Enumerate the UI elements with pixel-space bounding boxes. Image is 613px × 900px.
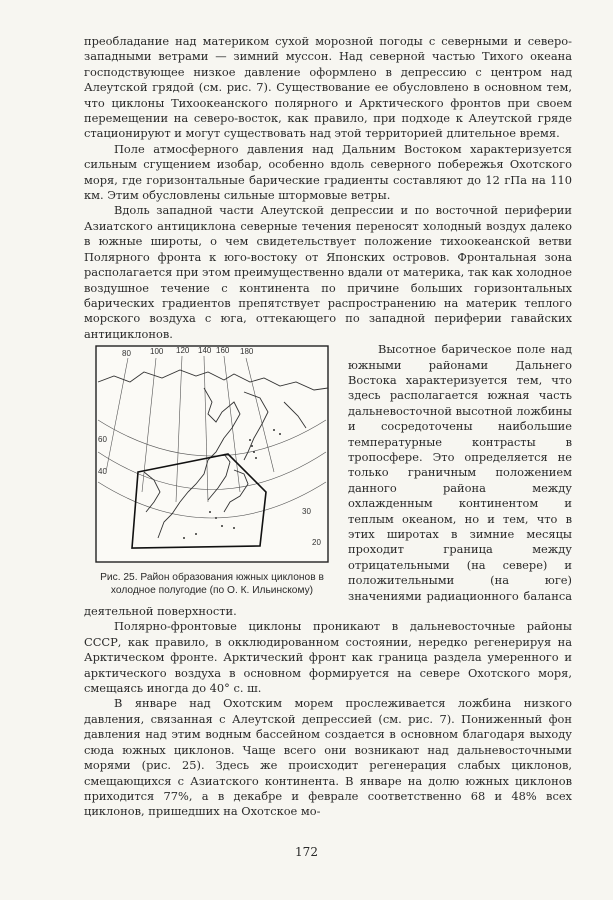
page-body [84, 34, 572, 820]
lat-label-30: 30 [302, 507, 311, 517]
lon-label-140: 140 [198, 346, 212, 356]
cyclone-region-map [84, 342, 340, 567]
lon-label-80: 80 [122, 349, 131, 359]
paragraph-4: Высотное барическое поле над южными районами Дальнего Востока характеризуется тем, что здесь располагается южная часть дальневосточной высотной ложбины и сосредоточены наибольшие температурные контрасты в тропосфере. Это определяется не только граничным положением данного района между охлажденным континентом и теплым океаном, но и тем, что в этих широтах в зимние месяцы проходит граница между отрицательными (на севере) и положительными (на юге) значениями радиационного баланса деятельной поверхности. [84, 342, 572, 619]
figure-caption: Рис. 25. Район образования южных циклонов в холодное полугодие (по О. К. Ильинскому) [100, 572, 324, 597]
lat-label-20: 20 [312, 538, 321, 548]
lon-label-100: 100 [150, 347, 164, 357]
paragraph-5: Полярно-фронтовые циклоны проникают в дальневосточные районы СССР, как правило, в окклюдированном состоянии, нередко регенерируя на Арктическом фронте. Арктический фронт как граница раздела умеренного и арктического воздуха в основном формируется на севере Охотского моря, смещаясь иногда до 40° с. ш. [84, 619, 572, 696]
figure-25 [84, 342, 340, 597]
page-number: 172 [295, 845, 318, 859]
lon-label-180: 180 [240, 347, 254, 357]
paragraph-2: Поле атмосферного давления над Дальним Востоком характеризуется сильным сгущением изобар, особенно вдоль северного побережья Охотского моря, где горизонтальные барические градиенты составляют до 12 гПа на 110 км. Этим обусловлены сильные штормовые ветры. [84, 141, 572, 203]
paragraph-1: преобладание над материком сухой морозной погоды с северными и северо-западными ветрами — зимний муссон. Над северной частью Тихого океана господствующее низкое давление оформлено в депрессию с центром над Алеутской грядой (см. рис. 7). Существование ее обусловлено в основном тем, что циклоны Тихоокеанского полярного и Арктического фронтов при своем перемещении на северо-восток, как правило, при подходе к Алеутской гряде стационируют и могут существовать над этой территорией длительное время. [84, 34, 572, 141]
paragraph-3: Вдоль западной части Алеутской депрессии и по восточной периферии Азиатского антициклона северные течения переносят холодный воздух далеко в южные широты, о чем свидетельствует положение тихоокеанской ветви Полярного фронта к юго-востоку от Японских островов. Фронтальная зона располагается при этом преимущественно вдали от материка, так как холодное воздушное течение с континента по причине больших горизонтальных барических градиентов препятствует распространению на материк теплого морского воздуха с юга, оттекающего по западной периферии гавайских антициклонов. [84, 203, 572, 341]
lat-label-60: 60 [98, 435, 107, 445]
lon-label-120: 120 [176, 346, 190, 356]
lon-label-160: 160 [216, 346, 230, 356]
lat-label-40: 40 [98, 467, 107, 477]
paragraph-6: В январе над Охотским морем прослеживается ложбина низкого давления, связанная с Алеутской депрессией (см. рис. 7). Пониженный фон давления над этим водным бассейном создается в основном благодаря выходу сюда южных циклонов. Чаще всего они возникают над дальневосточными морями (рис. 25). Здесь же происходит регенерация слабых циклонов, смещающихся с Азиатского континента. В январе на долю южных циклонов приходится 77%, а в декабре и феврале соответственно 68 и 48% всех циклонов, пришедших на Охотское мо- [84, 696, 572, 819]
